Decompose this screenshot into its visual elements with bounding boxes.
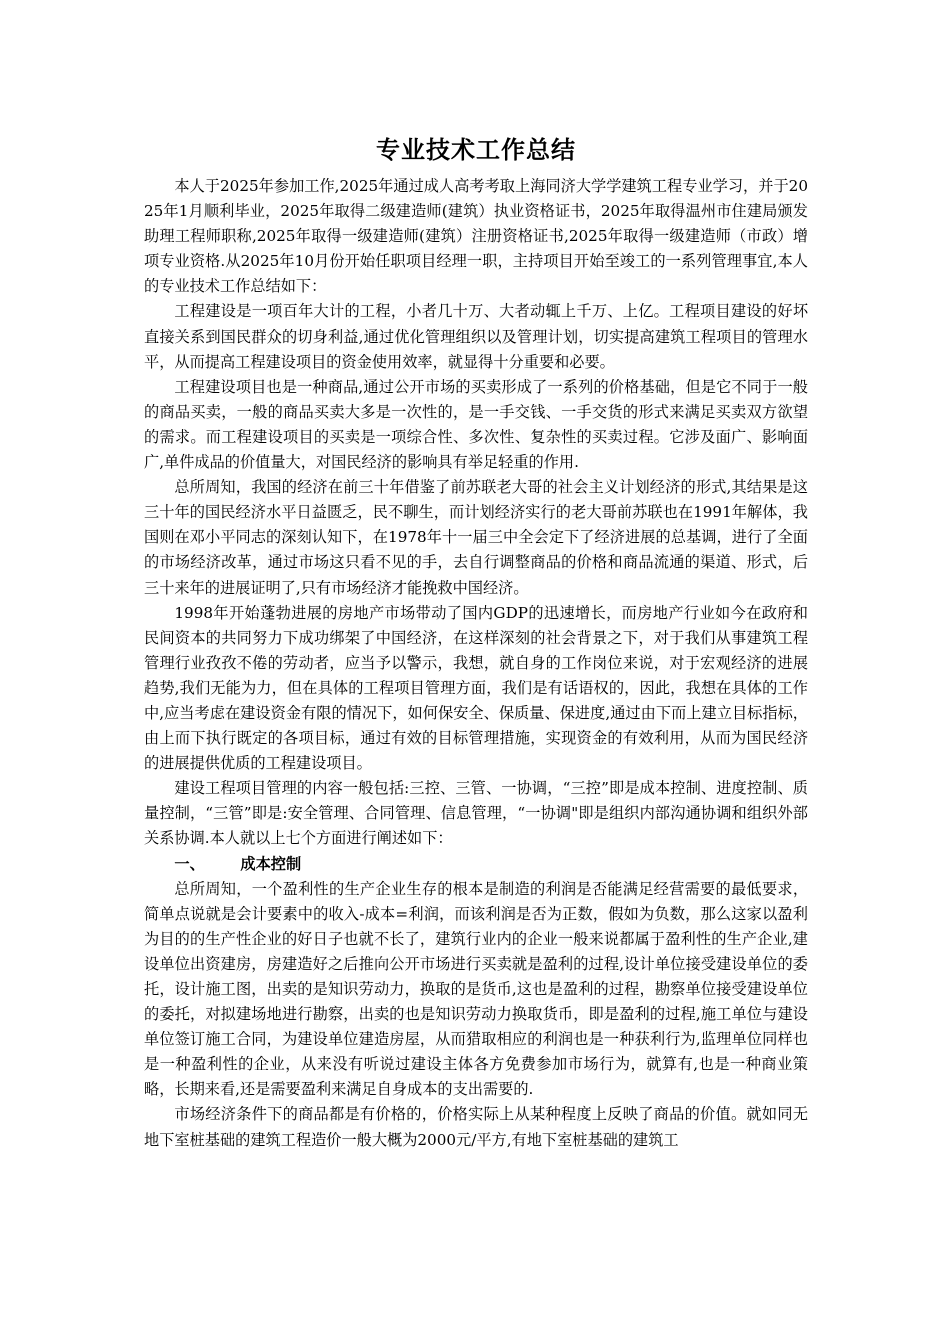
paragraph-real-estate: 1998年开始蓬勃进展的房地产市场带动了国内GDP的迅速增长，而房地产行业如今在政府和民间资本的共同努力下成功绑架了中国经济，在这样深刻的社会背景之下，对于我们从事建筑工程管理行业孜孜不倦的劳动者，应当予以警示，我想，就自身的工作岗位来说，对于宏观经济的进展趋势,我们无能为力，但在具体的工程项目管理方面，我们是有话语权的，因此，我想在具体的工作中,应当考虑在建设资金有限的情况下，如何保安全、保质量、保进度,通过由下而上建立目标指标，由上而下执行既定的各项目标，通过有效的目标管理措施，实现资金的有效利用，从而为国民经济的进展提供优质的工程建设项目。 <box>144 603 808 773</box>
section-heading-text: 成本控制 <box>240 854 302 873</box>
document-page <box>144 130 808 1153</box>
section-heading-cost-control <box>144 852 808 877</box>
paragraph-management-content: 建设工程项目管理的内容一般包括:三控、三管、一协调，“三控”即是成本控制、进度控制、质量控制，“三管”即是:安全管理、合同管理、信息管理，“一协调"即是组织内部沟通协调和组织外部关系协调.本人就以上七个方面进行阐述如下： <box>144 779 808 848</box>
paragraph-engineering-construction: 工程建设是一项百年大计的工程，小者几十万、大者动辄上千万、上亿。工程项目建设的好坏直接关系到国民群众的切身利益,通过优化管理组织以及管理计划，切实提高建筑工程项目的管理水平，从而提高工程建设项目的资金使用效率，就显得十分重要和必要。 <box>144 302 808 371</box>
document-title: 专业技术工作总结 <box>376 135 576 164</box>
paragraph-market-price: 市场经济条件下的商品都是有价格的，价格实际上从某种程度上反映了商品的价值。就如同无地下室桩基础的建筑工程造价一般大概为2000元/平方,有地下室桩基础的建筑工 <box>144 1105 808 1149</box>
paragraph-profit: 总所周知，一个盈利性的生产企业生存的根本是制造的利润是否能满足经营需要的最低要求，简单点说就是会计要素中的收入-成本=利润，而该利润是否为正数，假如为负数，那么这家以盈利为目的的生产性企业的好日子也就不长了，建筑行业内的企业一般来说都属于盈利性的生产企业,建设单位出资建房，房建造好之后推向公开市场进行买卖就是盈利的过程,设计单位接受建设单位的委托，设计施工图，出卖的是知识劳动力，换取的是货币,这也是盈利的过程，勘察单位接受建设单位的委托，对拟建场地进行勘察，出卖的也是知识劳动力换取货币，即是盈利的过程,施工单位与建设单位签订施工合同，为建设单位建造房屋，从而猎取相应的利润也是一种获利行为,监理单位同样也是一种盈利性的企业，从来没有听说过建设主体各方免费参加市场行为，就算有,也是一种商业策略，长期来看,还是需要盈利来满足自身成本的支出需要的. <box>144 879 808 1099</box>
paragraph-project-as-commodity: 工程建设项目也是一种商品,通过公开市场的买卖形成了一系列的价格基础，但是它不同于一般的商品买卖，一般的商品买卖大多是一次性的，是一手交钱、一手交货的形式来满足买卖双方欲望的需求。而工程建设项目的买卖是一项综合性、多次性、复杂性的买卖过程。它涉及面广、影响面广,单件成品的价值量大，对国民经济的影响具有举足轻重的作用. <box>144 377 808 472</box>
paragraph-intro: 本人于2025年参加工作,2025年通过成人高考考取上海同济大学学建筑工程专业学习，并于2025年1月顺利毕业，2025年取得二级建造师(建筑）执业资格证书，2025年取得温州市住建局颁发助理工程师职称,2025年取得一级建造师(建筑）注册资格证书,2025年取得一级建造师（市政）增项专业资格.从2025年10月份开始任职项目经理一职，主持项目开始至竣工的一系列管理事宜,本人的专业技术工作总结如下： <box>144 177 808 296</box>
paragraph-market-economy: 总所周知，我国的经济在前三十年借鉴了前苏联老大哥的社会主义计划经济的形式,其结果是这三十年的国民经济水平日益匮乏，民不聊生，而计划经济实行的老大哥前苏联也在1991年解体，我国则在邓小平同志的深刻认知下，在1978年十一届三中全会定下了经济进展的总基调，进行了全面的市场经济改革，通过市场这只看不见的手，去自行调整商品的价格和商品流通的渠道、形式，后三十来年的进展证明了,只有市场经济才能挽救中国经济。 <box>144 478 808 597</box>
section-heading-number: 一、 <box>174 854 205 873</box>
